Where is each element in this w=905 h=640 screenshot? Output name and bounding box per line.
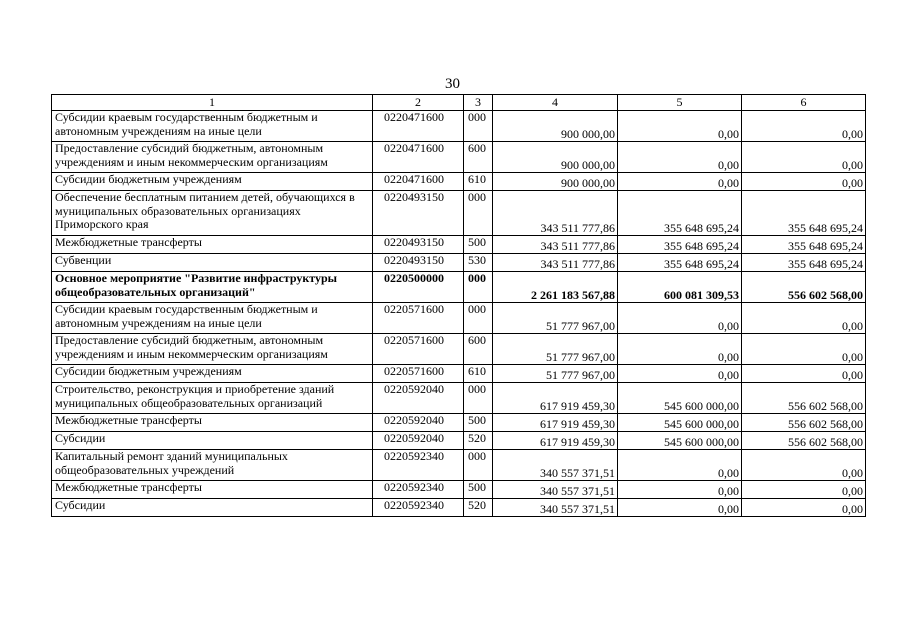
table-row: [52, 481, 866, 499]
row-name-cell: Субсидии: [52, 432, 373, 450]
row-code-cell: 0220592340: [373, 481, 464, 499]
table-row: [52, 191, 866, 236]
table-row: [52, 173, 866, 191]
row-name-cell: Межбюджетные трансферты: [52, 236, 373, 254]
page-number: 30: [445, 76, 460, 92]
column-header: 5: [618, 95, 742, 111]
row-value-col4: 343 511 777,86: [493, 236, 618, 254]
row-value-col4: 900 000,00: [493, 142, 618, 173]
row-value-col5: 545 600 000,00: [618, 383, 742, 414]
row-name-cell: Межбюджетные трансферты: [52, 481, 373, 499]
row-kind-cell: 500: [464, 236, 493, 254]
row-value-col6: 0,00: [742, 303, 866, 334]
row-name-cell: Субсидии бюджетным учреждениям: [52, 173, 373, 191]
column-header: 3: [464, 95, 493, 111]
row-code-cell: 0220500000: [373, 272, 464, 303]
row-name-cell: Субсидии: [52, 499, 373, 517]
row-value-col5: 0,00: [618, 334, 742, 365]
row-value-col6: 0,00: [742, 111, 866, 142]
row-value-col5: 0,00: [618, 173, 742, 191]
row-kind-cell: 610: [464, 365, 493, 383]
table-row: [52, 450, 866, 481]
row-value-col6: 556 602 568,00: [742, 432, 866, 450]
row-kind-cell: 530: [464, 254, 493, 272]
row-code-cell: 0220592040: [373, 432, 464, 450]
row-value-col4: 617 919 459,30: [493, 432, 618, 450]
row-kind-cell: 000: [464, 450, 493, 481]
row-kind-cell: 000: [464, 272, 493, 303]
row-kind-cell: 610: [464, 173, 493, 191]
table-row: [52, 272, 866, 303]
row-code-cell: 0220592340: [373, 450, 464, 481]
column-header: 1: [52, 95, 373, 111]
row-value-col5: 0,00: [618, 499, 742, 517]
row-value-col6: 556 602 568,00: [742, 272, 866, 303]
column-header: 2: [373, 95, 464, 111]
table-row: [52, 432, 866, 450]
row-value-col6: 0,00: [742, 334, 866, 365]
row-value-col5: 0,00: [618, 111, 742, 142]
row-value-col5: 545 600 000,00: [618, 414, 742, 432]
row-name-cell: Строительство, реконструкция и приобретение зданий муниципальных общеобразовательных организаций: [52, 383, 373, 414]
row-value-col6: 556 602 568,00: [742, 383, 866, 414]
row-kind-cell: 600: [464, 142, 493, 173]
row-code-cell: 0220493150: [373, 191, 464, 236]
row-name-cell: Предоставление субсидий бюджетным, автономным учреждениям и иным некоммерческим организациям: [52, 142, 373, 173]
column-header: 6: [742, 95, 866, 111]
row-code-cell: 0220471600: [373, 173, 464, 191]
row-value-col6: 0,00: [742, 365, 866, 383]
table-row: [52, 111, 866, 142]
row-value-col5: 0,00: [618, 365, 742, 383]
row-value-col5: 0,00: [618, 142, 742, 173]
row-code-cell: 0220493150: [373, 254, 464, 272]
column-header: 4: [493, 95, 618, 111]
row-name-cell: Субсидии краевым государственным бюджетным и автономным учреждениям на иные цели: [52, 111, 373, 142]
row-name-cell: Субвенции: [52, 254, 373, 272]
table-header-row: [52, 95, 866, 111]
row-code-cell: 0220471600: [373, 111, 464, 142]
row-code-cell: 0220571600: [373, 365, 464, 383]
budget-table: [51, 94, 866, 517]
row-name-cell: Капитальный ремонт зданий муниципальных общеобразовательных учреждений: [52, 450, 373, 481]
table-row: [52, 254, 866, 272]
row-code-cell: 0220571600: [373, 334, 464, 365]
row-code-cell: 0220471600: [373, 142, 464, 173]
row-kind-cell: 520: [464, 432, 493, 450]
row-value-col5: 355 648 695,24: [618, 191, 742, 236]
row-value-col4: 51 777 967,00: [493, 334, 618, 365]
row-value-col5: 355 648 695,24: [618, 236, 742, 254]
row-value-col6: 355 648 695,24: [742, 236, 866, 254]
table-row: [52, 334, 866, 365]
table-row: [52, 303, 866, 334]
row-value-col5: 0,00: [618, 481, 742, 499]
row-code-cell: 0220592340: [373, 499, 464, 517]
row-value-col4: 340 557 371,51: [493, 450, 618, 481]
table-row: [52, 142, 866, 173]
row-value-col6: 355 648 695,24: [742, 254, 866, 272]
row-kind-cell: 000: [464, 191, 493, 236]
row-value-col5: 0,00: [618, 303, 742, 334]
row-value-col6: 0,00: [742, 481, 866, 499]
row-name-cell: Субсидии краевым государственным бюджетным и автономным учреждениям на иные цели: [52, 303, 373, 334]
row-name-cell: Предоставление субсидий бюджетным, автономным учреждениям и иным некоммерческим организациям: [52, 334, 373, 365]
row-code-cell: 0220493150: [373, 236, 464, 254]
row-code-cell: 0220571600: [373, 303, 464, 334]
row-value-col4: 343 511 777,86: [493, 191, 618, 236]
row-value-col6: 0,00: [742, 173, 866, 191]
row-value-col6: 355 648 695,24: [742, 191, 866, 236]
row-value-col4: 51 777 967,00: [493, 303, 618, 334]
table-row: [52, 365, 866, 383]
row-value-col4: 343 511 777,86: [493, 254, 618, 272]
table-row: [52, 383, 866, 414]
row-kind-cell: 000: [464, 383, 493, 414]
row-value-col5: 600 081 309,53: [618, 272, 742, 303]
row-kind-cell: 000: [464, 303, 493, 334]
row-kind-cell: 000: [464, 111, 493, 142]
row-name-cell: Основное мероприятие "Развитие инфраструктуры общеобразовательных организаций": [52, 272, 373, 303]
row-name-cell: Межбюджетные трансферты: [52, 414, 373, 432]
row-name-cell: Обеспечение бесплатным питанием детей, обучающихся в муниципальных образовательных организациях Приморского края: [52, 191, 373, 236]
row-value-col5: 545 600 000,00: [618, 432, 742, 450]
row-value-col4: 900 000,00: [493, 111, 618, 142]
row-kind-cell: 500: [464, 481, 493, 499]
row-value-col6: 0,00: [742, 142, 866, 173]
row-code-cell: 0220592040: [373, 414, 464, 432]
row-value-col4: 51 777 967,00: [493, 365, 618, 383]
row-name-cell: Субсидии бюджетным учреждениям: [52, 365, 373, 383]
table-row: [52, 499, 866, 517]
row-value-col4: 340 557 371,51: [493, 499, 618, 517]
row-kind-cell: 520: [464, 499, 493, 517]
row-value-col4: 900 000,00: [493, 173, 618, 191]
table-row: [52, 236, 866, 254]
row-value-col5: 0,00: [618, 450, 742, 481]
row-kind-cell: 500: [464, 414, 493, 432]
row-value-col4: 617 919 459,30: [493, 383, 618, 414]
row-value-col4: 617 919 459,30: [493, 414, 618, 432]
row-value-col4: 340 557 371,51: [493, 481, 618, 499]
row-value-col6: 556 602 568,00: [742, 414, 866, 432]
table-row: [52, 414, 866, 432]
row-value-col6: 0,00: [742, 450, 866, 481]
row-kind-cell: 600: [464, 334, 493, 365]
row-value-col4: 2 261 183 567,88: [493, 272, 618, 303]
table-body: [52, 111, 866, 517]
row-value-col5: 355 648 695,24: [618, 254, 742, 272]
row-code-cell: 0220592040: [373, 383, 464, 414]
row-value-col6: 0,00: [742, 499, 866, 517]
